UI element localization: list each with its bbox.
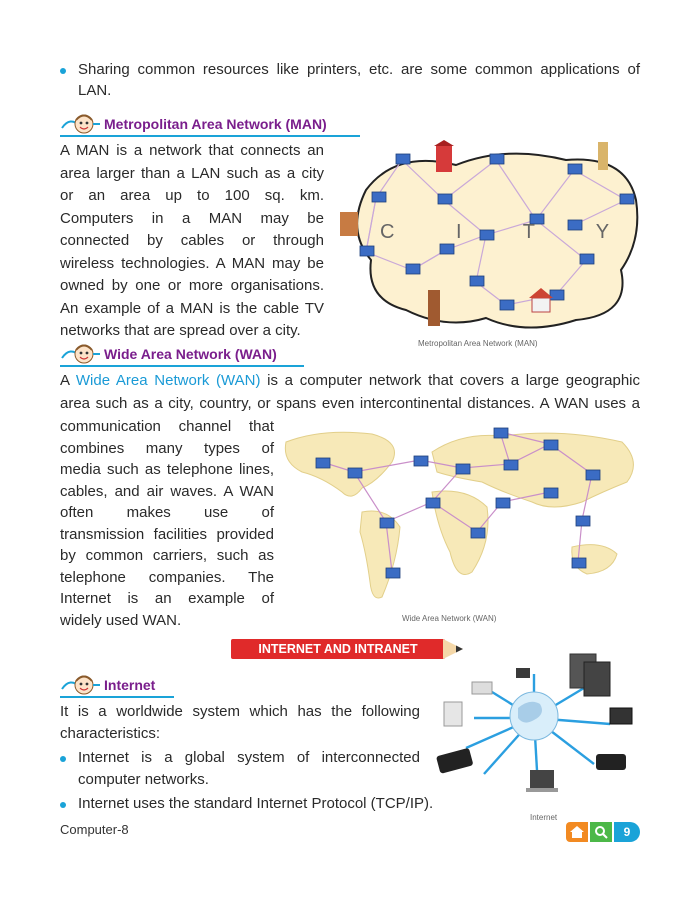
wan-col-line: Internet is an example of — [60, 590, 274, 607]
wan-paragraph — [60, 416, 274, 631]
internet-heading-text: Internet — [104, 677, 156, 693]
search-icon[interactable] — [590, 822, 612, 842]
wan-caption: Wide Area Network (WAN) — [402, 614, 497, 623]
wan-col-line: by common carriers, such as — [60, 547, 274, 564]
city-word: C I T Y — [380, 221, 638, 243]
bullet-dot — [60, 756, 66, 762]
man-line: A MAN is a network that connects an — [60, 142, 324, 159]
man-caption: Metropolitan Area Network (MAN) — [418, 339, 538, 348]
intro-bullet-line1: Sharing common resources like printers, etc. are some common applications of — [78, 61, 640, 78]
internet-bullet1-line1: Internet is a global system of interconnected — [78, 749, 420, 766]
kid-face-icon — [60, 112, 102, 136]
wan-line1-prefix: A — [60, 372, 70, 389]
wan-col-line: cables, and air waves. A WAN — [60, 482, 274, 500]
internet-bullet2: Internet uses the standard Internet Protocol (TCP/IP). — [78, 795, 434, 812]
man-line: connected by cables or through — [60, 232, 324, 249]
kid-face-icon — [60, 342, 102, 366]
wan-col-line: widely used WAN. — [60, 611, 182, 629]
banner-text: INTERNET AND INTRANET — [258, 642, 418, 656]
man-line: owned by one or more organisations. — [60, 277, 324, 294]
world-map — [285, 432, 633, 598]
internet-bullet1-line2: computer networks. — [78, 771, 209, 788]
man-paragraph — [60, 140, 324, 343]
man-heading-text: Metropolitan Area Network (MAN) — [104, 116, 327, 132]
internet-heading — [60, 673, 155, 697]
man-heading-underline — [60, 135, 360, 137]
man-line: An example of a MAN is the cable TV — [60, 299, 324, 317]
wan-col-line: combines many types of — [60, 439, 274, 457]
footer-left-text: Computer-8 — [60, 822, 129, 837]
wan-term-link: Wide Area Network (WAN) — [75, 372, 261, 389]
wan-col-line: transmission facilities provided — [60, 525, 274, 543]
wan-col-line: media such as telephone lines, — [60, 461, 274, 478]
wan-heading-text: Wide Area Network (WAN) — [104, 346, 277, 362]
wan-line1-rest: is a computer network that covers a large geographic — [267, 372, 641, 389]
man-line: networks that are spread over a city. — [60, 322, 301, 339]
wan-col-line: often makes use of — [60, 504, 274, 521]
internet-caption: Internet — [530, 813, 558, 822]
man-heading — [60, 112, 327, 136]
internet-heading-underline — [60, 696, 174, 698]
section-banner — [231, 639, 463, 659]
kid-face-icon — [60, 673, 102, 697]
man-illustration — [336, 140, 642, 336]
bullet-dot — [60, 802, 66, 808]
man-line: or an area up to 100 sq. km. — [60, 187, 324, 204]
wan-line1 — [60, 370, 640, 393]
wan-heading-underline — [60, 365, 304, 367]
man-line: Computers in a MAN may be — [60, 209, 324, 227]
wan-heading — [60, 342, 277, 366]
bullet-dot — [60, 68, 66, 74]
man-line: area larger than a LAN such as a city — [60, 164, 324, 182]
man-line: wireless technologies. A MAN may be — [60, 254, 324, 272]
wan-line2: area such as a city, country, or spans even intercontinental distances. A WAN uses a — [60, 395, 640, 412]
wan-illustration — [282, 422, 642, 612]
wan-col-line: telephone companies. The — [60, 568, 274, 586]
internet-intro2: characteristics: — [60, 725, 161, 742]
home-icon[interactable] — [566, 822, 588, 842]
internet-illustration — [434, 652, 646, 810]
internet-intro1: It is a worldwide system which has the following — [60, 703, 420, 720]
intro-bullet-line2: LAN. — [78, 82, 112, 99]
page-number: 9 — [614, 822, 640, 842]
wan-col-line: communication channel that — [60, 418, 274, 435]
